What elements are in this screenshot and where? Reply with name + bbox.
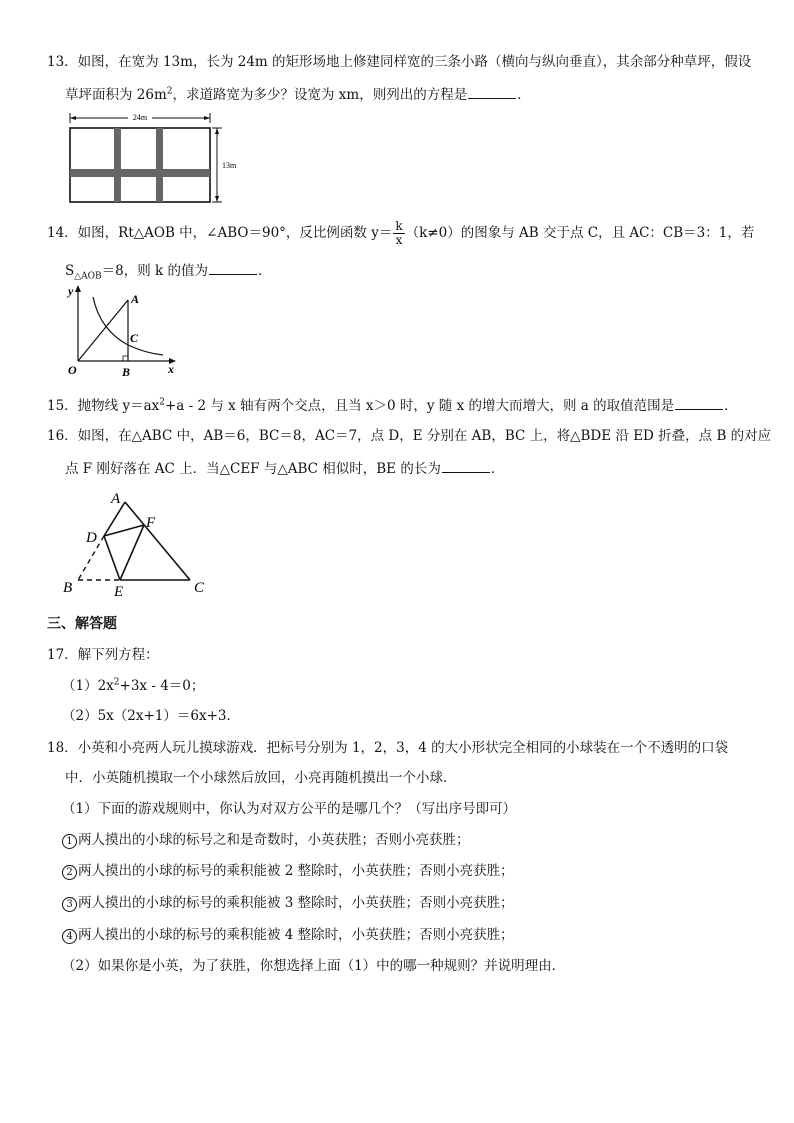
q18-part2: （2）如果你是小英，为了获胜，你想选择上面（1）中的哪一种规则？并说明理由．	[62, 958, 566, 974]
vertical-road-right	[156, 128, 163, 202]
q18-rule-1: 1 两人摸出的小球的标号之和是奇数时，小英获胜；否则小亮获胜；	[62, 830, 470, 850]
horizontal-road	[70, 169, 210, 177]
q18-line1: 18．小英和小亮两人玩儿摸球游戏．把标号分别为 1，2，3，4 的大小形状完全相同的小球装在一个不透明的口袋	[47, 740, 729, 756]
height-label: 13m	[222, 161, 237, 170]
answer-blank	[468, 84, 516, 99]
q13-line2: 草坪面积为 $26m^2$，求道路宽为多少？设宽为 xm，则列出的方程是 ．	[65, 84, 531, 105]
label-x: x	[168, 362, 174, 376]
side-AC	[125, 502, 190, 580]
q17-line1: 17．解下列方程：	[47, 647, 159, 663]
label-A: A	[131, 292, 140, 306]
segment-FE	[120, 525, 144, 580]
label-y: y	[68, 284, 74, 298]
label-B: B	[63, 580, 73, 596]
q18-rule-3: 3 两人摸出的小球的标号的乘积能被 3 整除时，小英获胜；否则小亮获胜；	[62, 893, 514, 913]
q16-line2: 点 F 刚好落在 AC 上．当△CEF 与△ABC 相似时，BE 的长为 ．	[65, 458, 504, 479]
width-label: 24m	[132, 113, 148, 122]
q18-rule-2: 2 两人摸出的小球的标号的乘积能被 2 整除时，小英获胜；否则小亮获胜；	[62, 861, 514, 881]
fraction-k-over-x: $\frac{k}{x}$	[395, 219, 403, 247]
answer-blank	[209, 260, 257, 275]
q14-line2: $S_{\triangle AOB}=8$，则 k 的值为 ．	[65, 260, 272, 287]
vertical-road-left	[114, 128, 121, 202]
segment-OA	[78, 300, 128, 361]
label-A: A	[111, 491, 121, 507]
q14-line1: 14．如图，Rt△AOB 中，∠ABO＝90°，反比例函数 y＝ $\frac{k}{x}$ （k≠0）的图象与 AB 交于点 C，且 AC：CB＝3：1，若	[47, 219, 755, 247]
answer-blank	[675, 395, 723, 410]
q18-rule-4: 4 两人摸出的小球的标号的乘积能被 4 整除时，小英获胜；否则小亮获胜；	[62, 925, 514, 945]
label-D: D	[86, 530, 97, 546]
q17-eq1: $(1)2x^2+3x - 4=0$；	[62, 677, 205, 694]
label-O: O	[68, 363, 77, 377]
label-C: C	[130, 331, 139, 345]
q16-line1: 16．如图，在△ABC 中，AB＝6，BC＝8，AC＝7，点 D，E 分别在 AB，BC 上，将△BDE 沿 ED 折叠，点 B 的对应	[47, 428, 772, 444]
q16-figure	[58, 490, 218, 602]
label-B: B	[122, 365, 131, 379]
q13-line1: 13．如图，在宽为 13m，长为 24m 的矩形场地上修建同样宽的三条小路（横向与纵向垂直），其余部分种草坪，假设	[47, 54, 752, 70]
q18-part1: （1）下面的游戏规则中，你认为对双方公平的是哪几个？（写出序号即可）	[62, 801, 517, 817]
answer-blank	[442, 458, 490, 473]
field-rectangle	[70, 128, 210, 202]
label-C: C	[194, 580, 205, 596]
right-angle-mark	[123, 356, 128, 361]
q14-figure	[60, 282, 185, 382]
q18-line2: 中．小英随机摸取一个小球然后放回，小亮再随机摸出一个小球．	[65, 770, 457, 786]
q15-line1: 15．抛物线 $y=ax^2+a - 2$ 与 x 轴有两个交点，且当 x＞0 时，y 随 x 的增大而增大，则 a 的取值范围是 ．	[47, 395, 738, 416]
q17-eq2: （2）5x（2x+1）＝6x+3．	[62, 708, 240, 724]
label-F: F	[146, 515, 156, 531]
section-heading: 三、解答题	[47, 616, 117, 632]
label-E: E	[114, 584, 124, 600]
segment-DE	[104, 536, 120, 580]
q13-figure	[62, 108, 247, 208]
